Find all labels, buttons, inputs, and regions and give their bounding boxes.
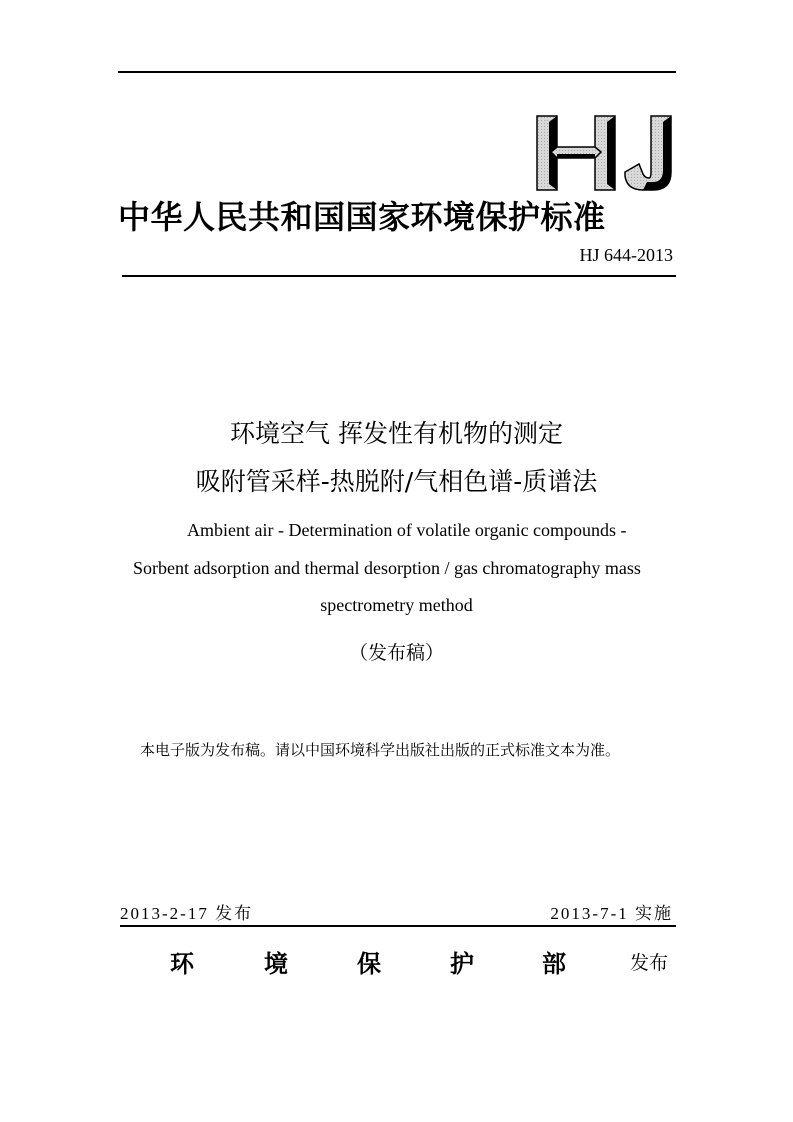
issuer-char: 部 (542, 949, 566, 978)
organization-title: 中华人民共和国国家环境保护标准 (118, 198, 606, 236)
issuer-suffix: 发布 (629, 953, 668, 974)
chinese-title-line-2: 吸附管采样-热脱附/气相色谱-质谱法 (195, 467, 598, 496)
chinese-title-line-1: 环境空气 挥发性有机物的测定 (230, 419, 563, 448)
english-title-line-3: spectrometry method (320, 595, 473, 615)
standard-number: HJ 644-2013 (579, 245, 673, 265)
release-date: 2013-2-17 发布 (120, 904, 254, 923)
issuer-char: 保 (357, 949, 381, 978)
issuer-char: 护 (450, 949, 474, 978)
hj-logo-icon (535, 114, 675, 194)
footer-divider (120, 925, 676, 927)
edition-notice: 本电子版为发布稿。请以中国环境科学出版社出版的正式标准文本为准。 (140, 743, 621, 759)
english-title-line-2: Sorbent adsorption and thermal desorption / gas chromatography mass (133, 558, 641, 578)
draft-label: （发布稿） (348, 642, 444, 664)
top-divider (118, 71, 676, 73)
effective-date: 2013-7-1 实施 (550, 904, 673, 923)
issuer-char: 境 (264, 949, 288, 978)
english-title-line-1: Ambient air - Determination of volatile organic compounds - (187, 520, 627, 540)
header-divider (122, 275, 676, 277)
issuer-char: 环 (170, 949, 194, 978)
issuer (170, 944, 676, 978)
